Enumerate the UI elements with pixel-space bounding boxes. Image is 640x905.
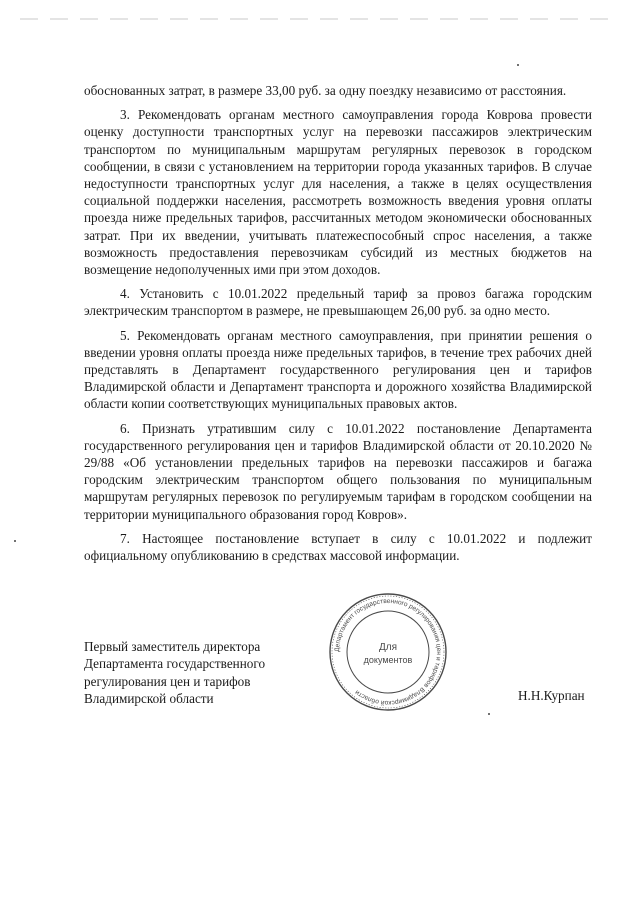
scan-edge-artifact xyxy=(20,18,620,20)
signatory-name: Н.Н.Курпан xyxy=(518,688,585,703)
paragraph-continuation: обоснованных затрат, в размере 33,00 руб. за одну поездку независимо от расстояния. xyxy=(84,83,567,98)
scan-speck xyxy=(14,540,16,542)
official-seal-stamp xyxy=(326,590,450,714)
seal-center-line-2: документов xyxy=(363,655,413,665)
scan-speck xyxy=(488,713,490,715)
paragraph-item-3: 3. Рекомендовать органам местного самоуправления города Коврова провести оценку доступности транспортных услуг на перевозки пассажиров электрическим транспортом по муниципальным маршрутам регулярных перевозок в городском сообщении, в связи с установлением на территории города указанных тарифов. В случае недоступности транспортных услуг для населения, а также в целях осуществления социальной поддержки населения, рассмотреть возможность введения уровня оплаты проезда ниже предельных тарифов, рассчитанных методом экономически обоснованных затрат. При их введении, учитывать платежеспособный спрос населения, а также возможность предоставления перевозчикам субсидий из местных бюджетов на возмещение недополученных ими при этом доходов. xyxy=(84,107,592,278)
seal-center-line-1: Для xyxy=(378,642,398,653)
signatory-title-line: Первый заместитель директора xyxy=(84,639,261,654)
signatory-title xyxy=(84,638,344,708)
document-body xyxy=(84,82,592,571)
signatory-title-line: Департамента государственного xyxy=(84,656,266,672)
signatory-title-line: регулирования цен и тарифов xyxy=(84,673,251,689)
scan-speck xyxy=(517,64,519,66)
paragraph-item-7: 7. Настоящее постановление вступает в силу с 10.01.2022 и подлежит официальному опубликованию в средствах массовой информации. xyxy=(84,530,592,564)
paragraph-item-6: 6. Признать утратившим силу с 10.01.2022 постановление Департамента государственного регулирования цен и тарифов Владимирской области от 20.10.2020 № 29/88 «Об установлении предельных тарифов на перевозки пассажиров и багажа городским электрическим транспортом общего пользования по муниципальным маршрутам регулярных перевозок по регулируемым тарифам в городском сообщении на территории муниципального образования город Ковров». xyxy=(84,420,592,522)
paragraph-item-4: 4. Установить с 10.01.2022 предельный тариф за провоз багажа городским электрическим транспортом в размере, не превышающем 26,00 руб. за одно место. xyxy=(84,286,592,319)
signatory-title-line: Владимирской области xyxy=(84,691,214,707)
paragraph-item-5: 5. Рекомендовать органам местного самоуправления, при принятии решения о введении уровня оплаты проезда ниже предельных тарифов, в течение трех рабочих дней представлять в Департамент государственного регулирования цен и тарифов Владимирской области и Департамент транспорта и дорожного хозяйства Владимирской области копии соответствующих муниципальных правовых актов. xyxy=(84,327,592,412)
seal-ring-text: Департамент государственного регулирования цен и тарифов Владимирской области xyxy=(333,597,443,707)
